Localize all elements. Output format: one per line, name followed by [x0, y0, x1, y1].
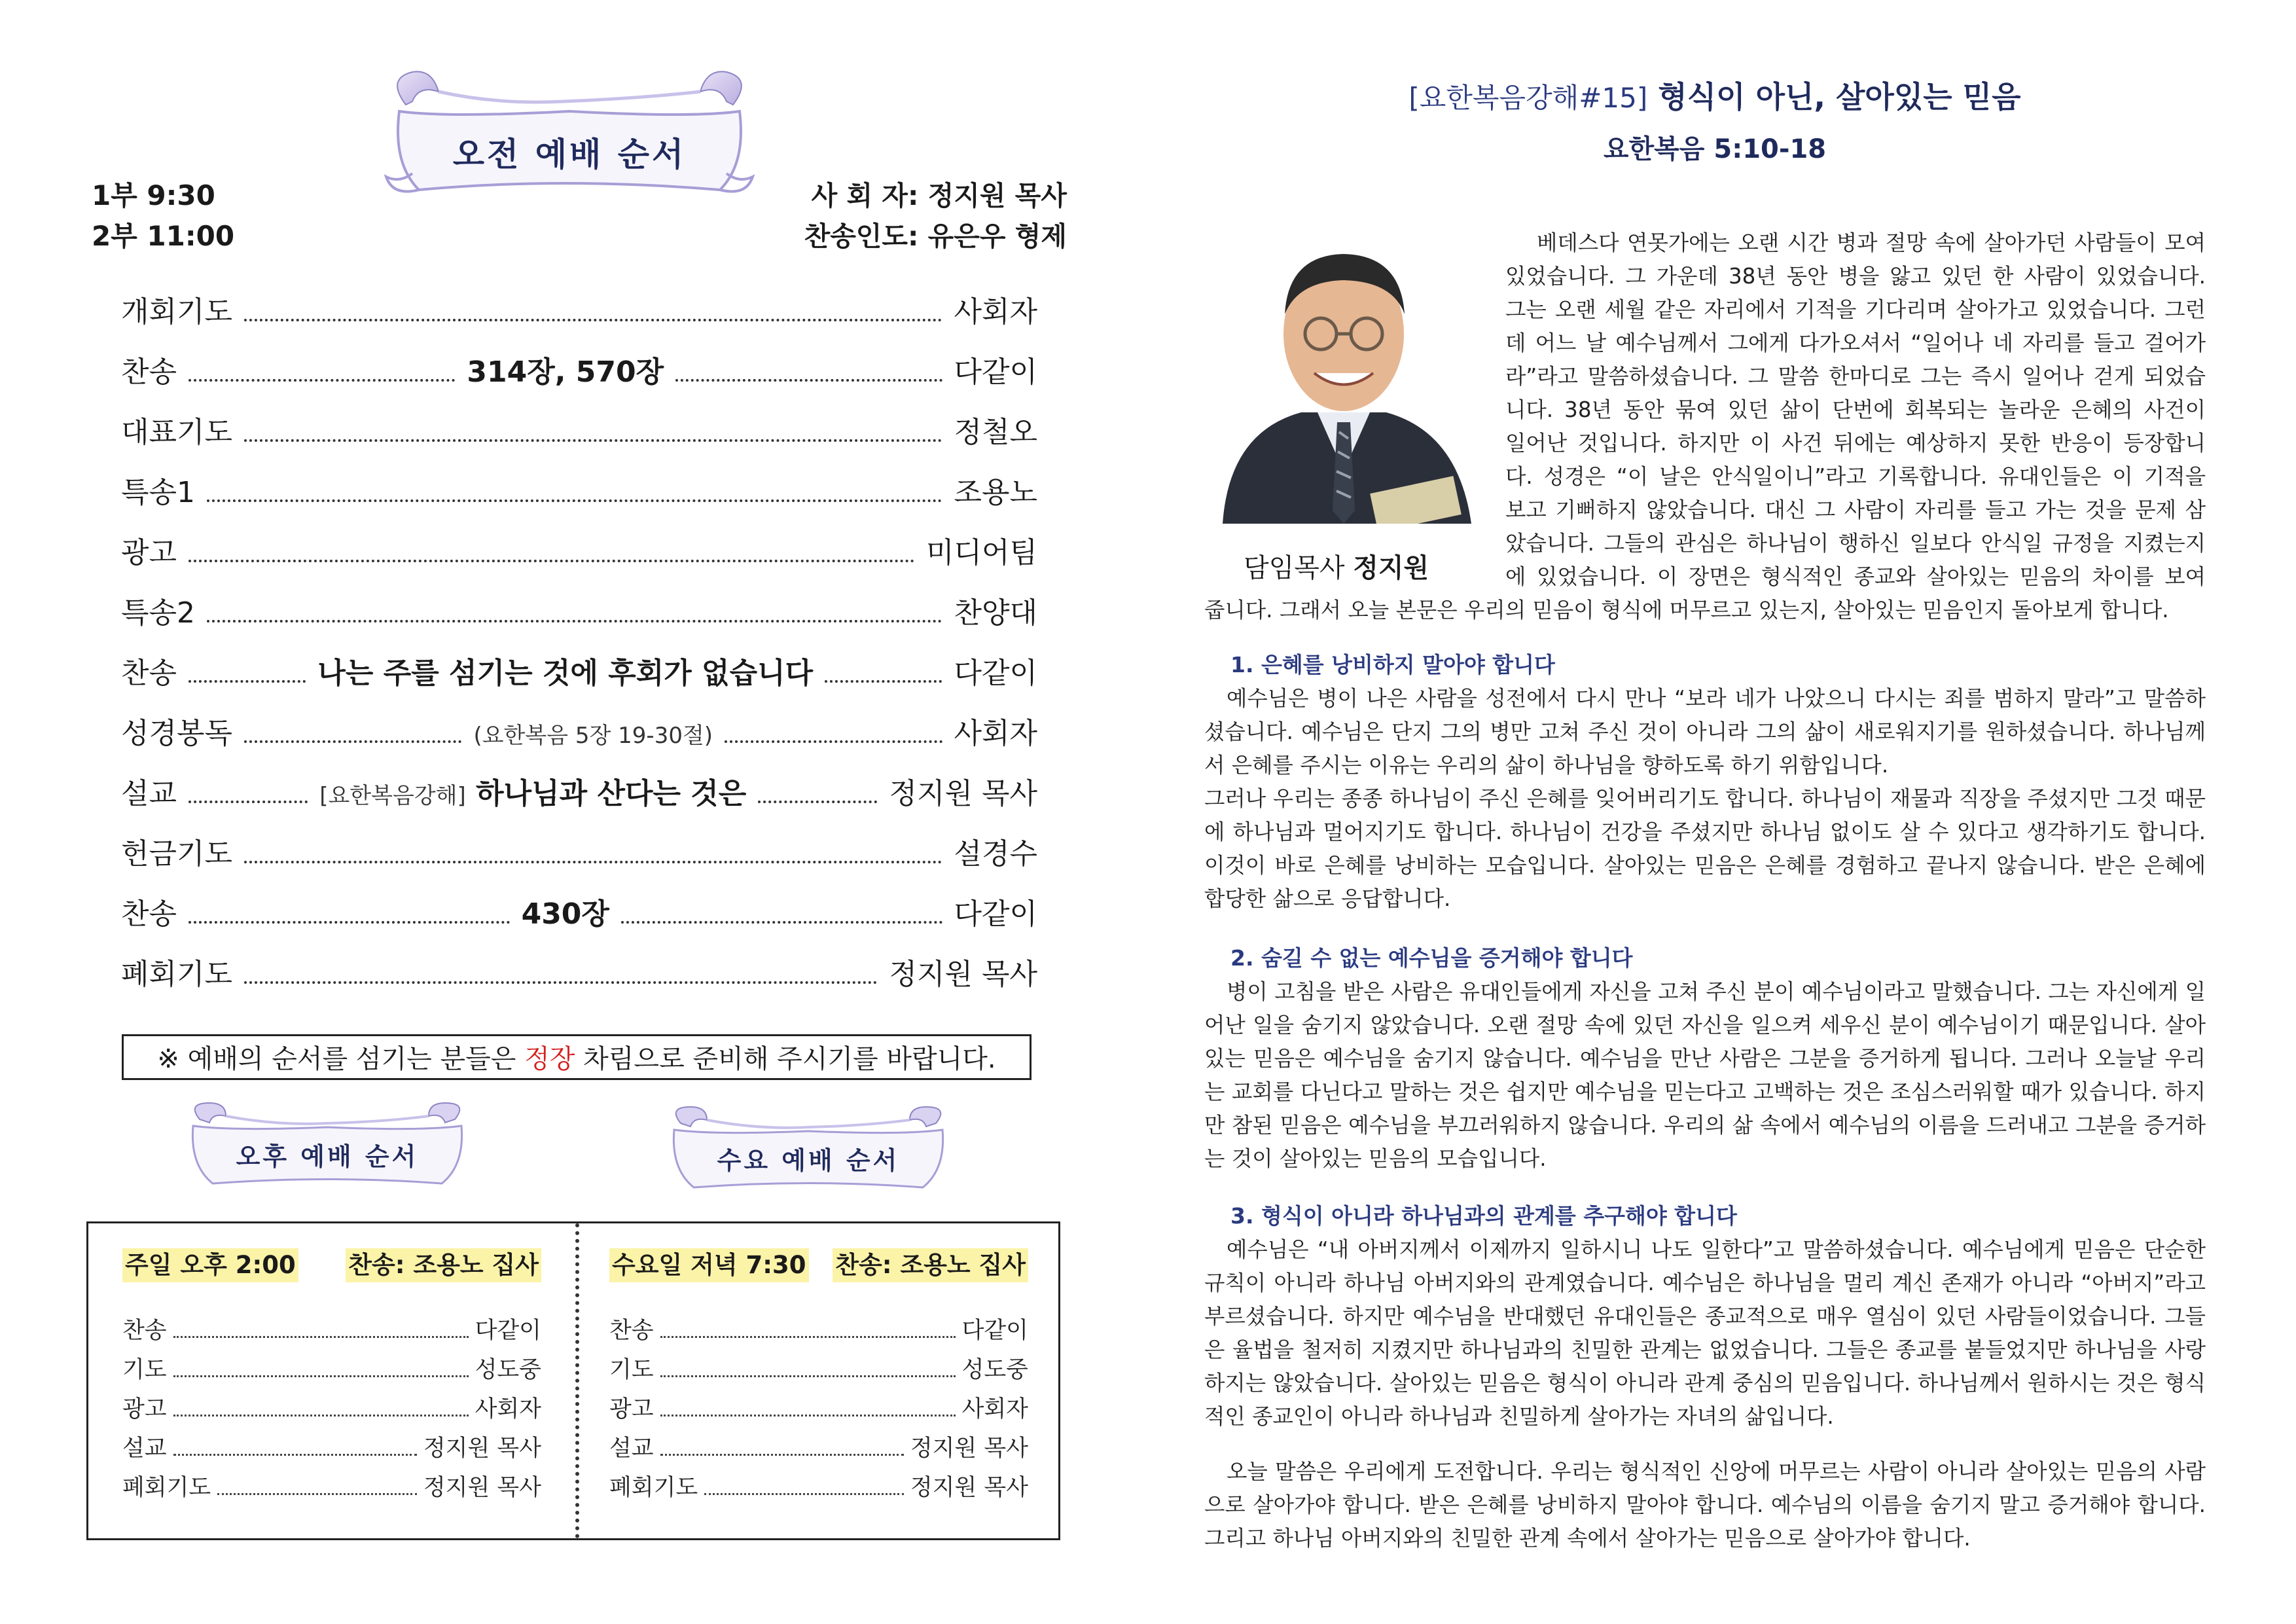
- item-label: 기도: [609, 1357, 654, 1383]
- sermon-title: 형식이 아닌, 살아있는 믿음: [1658, 79, 2021, 115]
- order-label: 성경봉독: [121, 717, 233, 750]
- afternoon-service-title: 오후 예배 순서: [236, 1142, 419, 1171]
- order-person: 다같이: [954, 355, 1038, 389]
- wednesday-leader: 찬송: 조용노 집사: [833, 1248, 1028, 1282]
- caption-role: 담임목사: [1244, 553, 1345, 583]
- item-person: 다같이: [475, 1318, 541, 1344]
- praise-leader-label: 찬송인도: 유은우 형제: [804, 221, 1067, 252]
- column-divider: [575, 1223, 579, 1538]
- item-person: 성도중: [961, 1357, 1028, 1383]
- morning-order-list: [121, 288, 1037, 1011]
- intro-line: 에 있었습니다. 이 장면은 형식적인 종교와 살아있는 믿음의 차이를 보여: [1505, 564, 2206, 589]
- item-person: 정지원 목사: [910, 1435, 1028, 1462]
- item-label: 설교: [609, 1435, 654, 1462]
- order-person: 설경수: [954, 837, 1037, 871]
- order-person: 조용노: [954, 476, 1037, 509]
- item-person: 사회자: [475, 1396, 541, 1422]
- notice-text-end: 차림으로 준비해 주시기를 바랍니다.: [575, 1044, 996, 1074]
- order-row: [121, 288, 1037, 348]
- dot-leader: [244, 852, 942, 863]
- item-person: 성도중: [475, 1357, 541, 1383]
- order-row: [121, 529, 1037, 589]
- morning-service-title: 오전 예배 순서: [452, 135, 687, 173]
- caption-name: 정지원: [1353, 553, 1429, 583]
- afternoon-leader: 찬송: 조용노 집사: [346, 1248, 541, 1282]
- section-heading-2: 2. 숨길 수 없는 예수님을 증거해야 합니다: [1230, 945, 1633, 971]
- order-hymn: 430장: [521, 897, 609, 931]
- dot-leader: [704, 1485, 904, 1495]
- intro-line: 있었습니다. 그 가운데 38년 동안 병을 앓고 있던 한 사람이 있었습니다.: [1505, 264, 2206, 289]
- wednesday-service-title: 수요 예배 순서: [717, 1146, 900, 1175]
- dot-leader: [660, 1328, 956, 1338]
- order-label: 찬송: [121, 355, 177, 389]
- afternoon-service-banner: [173, 1100, 481, 1191]
- dot-leader: [188, 550, 914, 562]
- wednesday-service-banner: [655, 1104, 962, 1195]
- order-hymn: 314장, 570장: [467, 355, 664, 389]
- order-person: 사회자: [954, 717, 1038, 750]
- list-item: [609, 1391, 1028, 1430]
- intro-line: 그는 오랜 세월 같은 자리에서 기적을 기다리며 살아가고 있었습니다. 그런: [1505, 297, 2206, 322]
- intro-line: 일어난 것입니다. 하지만 이 사건 뒤에는 예상하지 못한 반응이 등장합니: [1505, 431, 2206, 456]
- intro-paragraph: [1505, 226, 2206, 594]
- dot-leader: [217, 1485, 417, 1495]
- list-item: [609, 1470, 1028, 1509]
- list-item: [609, 1430, 1028, 1470]
- order-person: 정지원 목사: [889, 777, 1037, 810]
- dot-leader: [660, 1407, 956, 1416]
- list-item: [122, 1312, 541, 1352]
- order-person: 정철오: [954, 416, 1037, 449]
- dot-leader: [660, 1367, 956, 1377]
- dot-leader: [244, 731, 461, 743]
- order-row: [121, 469, 1037, 529]
- sermon-series: [요한복음강해]: [319, 783, 466, 809]
- order-row: [121, 649, 1037, 710]
- order-row: [121, 830, 1037, 890]
- wednesday-time: 수요일 저녁 7:30: [609, 1248, 809, 1282]
- order-person: 사회자: [954, 295, 1037, 329]
- intro-line: 베데스다 연못가에는 오랜 시간 병과 절망 속에 살아가던 사람들이 모여: [1537, 230, 2206, 255]
- item-person: 다같이: [961, 1318, 1028, 1344]
- order-label: 헌금기도: [121, 837, 233, 871]
- dot-leader: [675, 370, 942, 382]
- dot-leader: [173, 1328, 469, 1338]
- item-person: 정지원 목사: [910, 1475, 1028, 1501]
- order-label: 대표기도: [121, 416, 233, 449]
- intro-line: 니다. 38년 동안 묶여 있던 삶이 단번에 회복되는 놀라운 은혜의 사건이: [1505, 397, 2206, 422]
- afternoon-service-column: [122, 1248, 541, 1509]
- order-label: 특송2: [121, 596, 196, 630]
- notice-highlight: 정장: [524, 1044, 575, 1074]
- closing-paragraph: 오늘 말씀은 우리에게 도전합니다. 우리는 형식적인 신앙에 머무르는 사람이 아니라 살아있는 믿음의 사람으로 살아가야 합니다. 받은 은혜를 낭비하지 말아야 합니다. 예수님의 이름을 숨기지 말고 증거해야 합니다. 그리고 하나님 아버지와의 친밀한 관계 속에서 살아가는 믿음으로 살아가야 합니다.: [1204, 1459, 2206, 1551]
- dot-leader: [207, 611, 942, 623]
- dot-leader: [244, 972, 877, 984]
- order-label: 찬송: [121, 657, 177, 690]
- item-label: 광고: [122, 1396, 167, 1422]
- order-label: 광고: [121, 536, 177, 569]
- list-item: [122, 1430, 541, 1470]
- order-label: 특송1: [121, 476, 196, 509]
- order-hymn: 나는 주를 섬기는 것에 후회가 없습니다: [317, 657, 814, 690]
- section-heading-3: 3. 형식이 아니라 하나님과의 관계를 추구해야 합니다: [1230, 1203, 1737, 1229]
- sermon-title-line: [1204, 73, 2225, 117]
- weekday-services-box: [86, 1221, 1060, 1540]
- dot-leader: [825, 671, 942, 683]
- order-row: [121, 770, 1037, 830]
- dot-leader: [188, 912, 510, 924]
- item-label: 폐회기도: [122, 1475, 211, 1501]
- dot-leader: [207, 490, 942, 502]
- pastor-portrait-image: [1210, 236, 1478, 524]
- sermon-title: 하나님과 산다는 것은: [476, 777, 747, 810]
- list-item: [609, 1352, 1028, 1391]
- order-person: 정지원 목사: [889, 958, 1037, 991]
- dot-leader: [188, 671, 306, 683]
- dot-leader: [173, 1407, 469, 1416]
- section-paragraph: 그러나 우리는 종종 하나님이 주신 은혜를 잊어버리기도 합니다. 하나님이 재물과 직장을 주셨지만 그것 때문에 하나님과 멀어지기도 합니다. 하나님이 건강을 주셨지만 하나님 없이도 살 수 있다고 생각하기도 합니다. 이것이 바로 은혜를 낭비하는 모습입니다. 살아있는 믿음은 은혜를 경험하고 끝나지 않습니다. 받은 은혜에 합당한 삶으로 응답합니다.: [1204, 786, 2206, 911]
- wednesday-header: [609, 1248, 1028, 1282]
- afternoon-header: [122, 1248, 541, 1282]
- order-row: [121, 890, 1037, 950]
- dot-leader: [660, 1446, 904, 1456]
- order-person: 미디어팀: [925, 536, 1037, 569]
- item-person: 정지원 목사: [423, 1475, 541, 1501]
- dot-leader: [758, 791, 877, 803]
- order-row: [121, 348, 1037, 408]
- dot-leader: [725, 731, 942, 743]
- order-row: [121, 950, 1037, 1011]
- scripture-reference: 요한복음 5:10-18: [1603, 134, 1827, 164]
- item-person: 정지원 목사: [423, 1435, 541, 1462]
- intro-line: 다. 성경은 “이 날은 안식일이니”라고 기록합니다. 유대인들은 이 기적을: [1505, 464, 2206, 489]
- dot-leader: [173, 1446, 417, 1456]
- morning-service-banner: [367, 65, 772, 203]
- order-label: 찬송: [121, 897, 177, 931]
- dot-leader: [173, 1367, 469, 1377]
- item-label: 찬송: [122, 1318, 167, 1344]
- host-label: 사 회 자: 정지원 목사: [811, 180, 1067, 211]
- section-paragraph: 병이 고침을 받은 사람은 유대인들에게 자신을 고쳐 주신 분이 예수님이라고 말했습니다. 그는 자신에게 일어난 일을 숨기지 않았습니다. 오랜 절망 속에 있던 자신을 일으켜 세우신 분이 예수님이기 때문입니다. 살아있는 믿음은 예수님을 숨기지 않습니다. 예수님을 만난 사람은 그분을 증거하게 됩니다. 그러나 오늘날 우리는 교회를 다닌다고 말하는 것은 쉽지만 예수님을 믿는다고 고백하는 것은 조심스러워할 때가 있습니다. 하지만 참된 믿음은 예수님을 부끄러워하지 않습니다. 우리의 삶 속에서 예수님의 이름을 드러내고 그분을 증거하는 것이 살아있는 믿음의 모습입니다.: [1204, 979, 2206, 1171]
- list-item: [122, 1391, 541, 1430]
- item-person: 사회자: [961, 1396, 1028, 1422]
- item-label: 찬송: [609, 1318, 654, 1344]
- sermon-series-label: [요한복음강해#15]: [1408, 82, 1648, 114]
- intro-line: 라”라고 말씀하셨습니다. 그 말씀 한마디로 그는 즉시 일어나 걷게 되었습: [1505, 364, 2206, 389]
- intro-line: 보고 기뻐하지 않았습니다. 대신 그 사람이 자리를 들고 가는 것을 문제 삼: [1505, 497, 2206, 522]
- order-label: 개회기도: [121, 295, 233, 329]
- order-person: 다같이: [954, 657, 1037, 690]
- intro-line: 았습니다. 그들의 관심은 하나님이 행하신 일보다 안식일 규정을 지켰는지: [1505, 531, 2206, 556]
- notice-text: ※ 예배의 순서를 섬기는 분들은: [157, 1044, 525, 1074]
- order-label: 폐회기도: [121, 958, 233, 991]
- section-heading-1: 1. 은혜를 낭비하지 말아야 합니다: [1230, 652, 1555, 677]
- order-label: 설교: [121, 777, 177, 810]
- order-row: [121, 710, 1037, 770]
- item-label: 광고: [609, 1396, 654, 1422]
- order-row: [121, 408, 1037, 469]
- item-label: 기도: [122, 1357, 167, 1383]
- section-paragraph: 예수님은 병이 나은 사람을 성전에서 다시 만나 “보라 네가 나았으니 다시는 죄를 범하지 말라”고 말씀하셨습니다. 예수님은 단지 그의 병만 고쳐 주신 것이 아니라 그의 삶이 새로워지기를 원하셨습니다. 하나님께서 은혜를 주시는 이유는 우리의 삶이 하나님을 향하도록 하기 위함입니다.: [1204, 686, 2206, 778]
- order-row: [121, 589, 1037, 649]
- item-label: 폐회기도: [609, 1475, 698, 1501]
- afternoon-time: 주일 오후 2:00: [122, 1248, 298, 1282]
- dot-leader: [244, 430, 942, 442]
- order-person: 다같이: [954, 897, 1038, 931]
- order-person: 찬양대: [954, 596, 1037, 630]
- item-label: 설교: [122, 1435, 167, 1462]
- service-time-1: 1부 9:30: [92, 179, 215, 211]
- list-item: [122, 1470, 541, 1509]
- dot-leader: [621, 912, 942, 924]
- list-item: [122, 1352, 541, 1391]
- scripture-reference: (요한복음 5장 19-30절): [473, 723, 713, 749]
- wednesday-service-column: [609, 1248, 1028, 1509]
- list-item: [609, 1312, 1028, 1352]
- intro-line: 데 어느 날 예수님께서 그에게 다가오셔서 “일어나 네 자리를 들고 걸어가: [1505, 331, 2206, 355]
- dot-leader: [188, 370, 455, 382]
- intro-last-line: 줍니다. 그래서 오늘 본문은 우리의 믿음이 형식에 머무르고 있는지, 살아있는 믿음인지 돌아보게 합니다.: [1204, 598, 2169, 623]
- dot-leader: [244, 310, 942, 321]
- service-time-2: 2부 11:00: [92, 220, 235, 252]
- attire-notice: [122, 1034, 1031, 1080]
- section-paragraph: 예수님은 “내 아버지께서 이제까지 일하시니 나도 일한다”고 말씀하셨습니다. 예수님에게 믿음은 단순한 규칙이 아니라 하나님 아버지와의 관계였습니다. 예수님은 하나님을 멀리 계신 존재가 아니라 “아버지”라고 부르셨습니다. 하지만 예수님을 반대했던 유대인들은 종교적으로 매우 열심이 있던 사람들이었습니다. 그들은 율법을 철저히 지켰지만 하나님과의 친밀한 관계는 없었습니다. 그들은 종교를 붙들었지만 하나님을 사랑하지는 않았습니다. 살아있는 믿음은 형식이 아니라 관계 중심의 믿음입니다. 하나님께서 원하시는 것은 형식적인 종교인이 아니라 하나님과 친밀하게 살아가는 자녀의 삶입니다.: [1204, 1237, 2206, 1429]
- dot-leader: [188, 791, 308, 803]
- pastor-caption: [1244, 547, 1429, 585]
